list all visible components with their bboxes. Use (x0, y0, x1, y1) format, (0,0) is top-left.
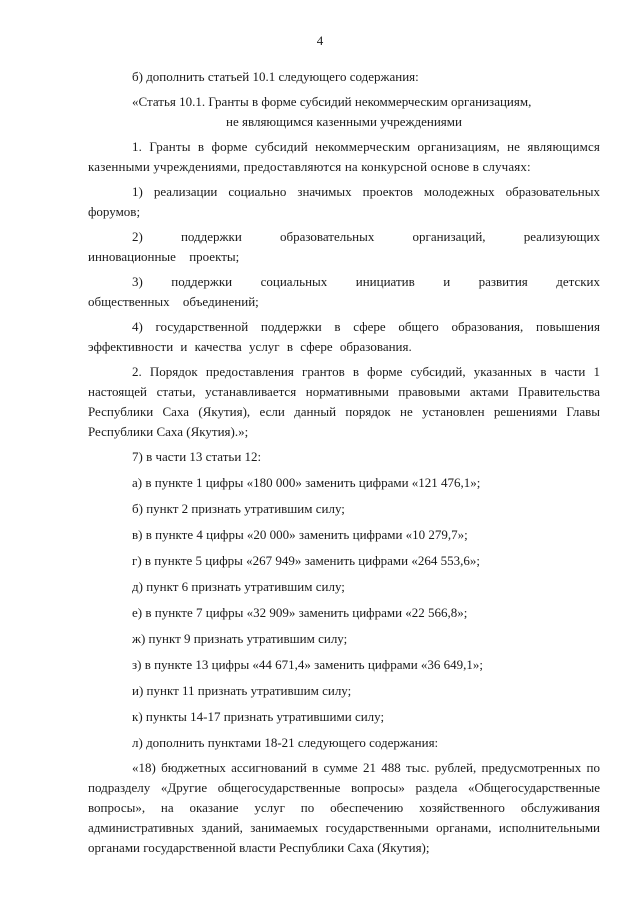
paragraph-b-add-article: б) дополнить статьей 10.1 следующего содержания: (132, 69, 419, 84)
document-body (88, 62, 600, 858)
new-item-18: «18) бюджетных ассигнований в сумме 21 488 тыс. рублей, предусмотренных по подразделу «Другие общегосударственные вопросы» раздела «Общегосударственные вопросы», на оказание услуг по обеспечению хозяйственного обслуживания административных зданий, занимаемых государственными органами, исполнительными органами государственной власти Республики Саха (Якутия); (88, 760, 600, 855)
subitem-k: к) пункты 14-17 признать утратившими силу; (132, 709, 385, 724)
subitem-z: з) в пункте 13 цифры «44 671,4» заменить цифрами «36 649,1»; (132, 657, 484, 672)
subitem-l: л) дополнить пунктами 18-21 следующего содержания: (132, 735, 439, 750)
subitem-zh: ж) пункт 9 признать утратившим силу; (132, 631, 348, 646)
paragraph-7-intro: 7) в части 13 статьи 12: (132, 449, 262, 464)
subitem-g: г) в пункте 5 цифры «267 949» заменить цифрами «264 553,6»; (132, 553, 480, 568)
article-part-2: 2. Порядок предоставления грантов в форме субсидий, указанных в части 1 настоящей статьи, устанавливается нормативными правовыми актами Правительства Республики Саха (Якутия), если данный порядок не установлен решениями Главы Республики Саха (Якутия).»; (88, 364, 600, 439)
article-item-3: 3) поддержки социальных инициатив и развития детских общественных объединений; (88, 274, 600, 309)
subitem-v: в) в пункте 4 цифры «20 000» заменить цифрами «10 279,7»; (132, 527, 468, 542)
article-item-2: 2) поддержки образовательных организаций, реализующих инновационные проекты; (88, 229, 600, 264)
page-number: 4 (316, 33, 324, 48)
subitem-b: б) пункт 2 признать утратившим силу; (132, 501, 345, 516)
subitem-e: е) в пункте 7 цифры «32 909» заменить цифрами «22 566,8»; (132, 605, 468, 620)
article-item-1: 1) реализации социально значимых проектов молодежных образовательных форумов; (88, 184, 600, 219)
article-heading-line-2: не являющимся казенными учреждениями (226, 114, 462, 129)
article-heading-line-1: «Статья 10.1. Гранты в форме субсидий некоммерческим организациям, (132, 94, 532, 109)
article-part-1: 1. Гранты в форме субсидий некоммерческим организациям, не являющимся казенными учреждениями, предоставляются на конкурсной основе в случаях: (88, 139, 600, 174)
subitem-d: д) пункт 6 признать утратившим силу; (132, 579, 345, 594)
subitem-a: а) в пункте 1 цифры «180 000» заменить цифрами «121 476,1»; (132, 475, 481, 490)
article-item-4: 4) государственной поддержки в сфере общего образования, повышения эффективности и качества услуг в сфере образования. (88, 319, 600, 354)
subitem-i: и) пункт 11 признать утратившим силу; (132, 683, 352, 698)
